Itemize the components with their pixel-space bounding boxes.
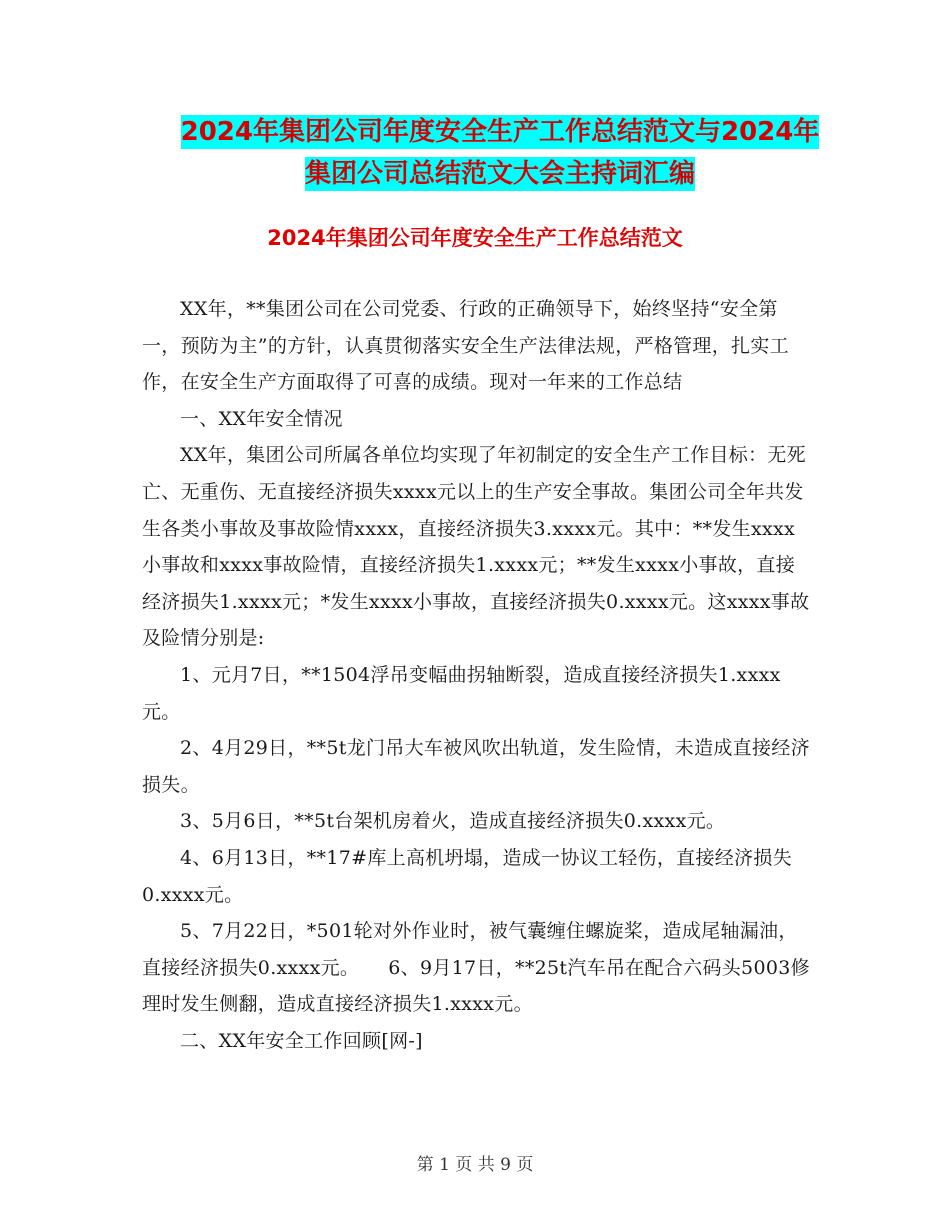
heading-safety-status: 一、XX年安全情况 — [180, 407, 343, 430]
list-item-incident-3: 3、5月6日，**5t台架机房着火，造成直接经济损失0.xxxx元。 — [180, 810, 726, 833]
paragraph-safety-summary: XX年，集团公司所属各单位均实现了年初制定的安全生产工作目标：无死亡、无重伤、无直接经济损失xxxx元以上的生产安全事故。集团公司全年共发生各类小事故及事故险情xxxx，直接经济损失3.xxxx元。其中：**发生xxxx小事故和xxxx事故险情，直接经济损失1.xxxx元；**发生xxxx小事故，直接经济损失1.xxxx元；*发生xxxx小事故，直接经济损失0.xxxx元。这xxxx事故及险情分别是: — [142, 444, 810, 650]
title-highlight-1: 2024年集团公司年度安全生产工作总结范文与2024年 — [180, 117, 820, 147]
title-highlight-2: 集团公司总结范文大会主持词汇编 — [304, 159, 695, 189]
list-item-incident-5-6: 5、7月22日，*501轮对外作业时，被气囊缠住螺旋桨，造成尾轴漏油，直接经济损失0.xxxx元。 6、9月17日，**25t汽车吊在配合六码头5003修理时发生侧翻，造成直接经济损失1.xxxx元。 — [142, 920, 810, 1016]
document-title-line-2 — [100, 148, 900, 200]
section-title: 2024年集团公司年度安全生产工作总结范文 — [267, 226, 683, 250]
list-item-incident-1: 1、元月7日，**1504浮吊变幅曲拐轴断裂，造成直接经济损失1.xxxx元。 — [142, 663, 781, 723]
list-item-incident-2: 2、4月29日，**5t龙门吊大车被风吹出轨道，发生险情，未造成直接经济损失。 — [142, 737, 810, 796]
document-body — [142, 291, 812, 1059]
paragraph-intro: XX年，**集团公司在公司党委、行政的正确领导下，始终坚持“安全第一，预防为主”的方针，认真贯彻落实安全生产法律法规，严格管理，扎实工作，在安全生产方面取得了可喜的成绩。现对一年来的工作总结 — [142, 298, 789, 394]
page-footer: 第 1 页 共 9 页 — [416, 1155, 534, 1175]
heading-safety-review: 二、XX年安全工作回顾[网-] — [180, 1029, 423, 1052]
list-item-incident-4: 4、6月13日，**17#库上高机坍塌，造成一协议工轻伤，直接经济损失0.xxxx元。 — [142, 846, 792, 906]
